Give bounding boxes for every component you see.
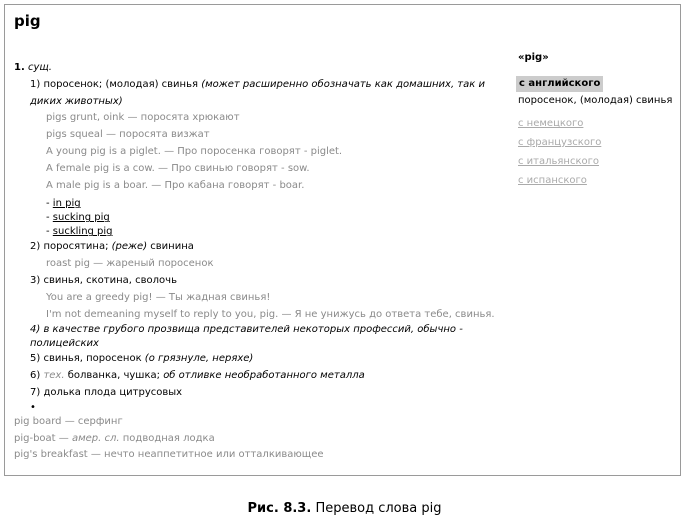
language-panel bbox=[518, 50, 688, 190]
meaning-1 bbox=[14, 77, 492, 111]
figure-caption bbox=[0, 501, 689, 516]
related-link-row: - sucking pig bbox=[46, 212, 110, 224]
meaning-7: 7) долька плода цитрусовых bbox=[30, 386, 183, 398]
example: roast pig — жареный поросенок bbox=[46, 258, 214, 270]
related-link-row: - suckling pig bbox=[46, 226, 113, 238]
meaning-2-label-2: свинина bbox=[150, 241, 194, 253]
related-link-row: - in pig bbox=[46, 198, 81, 210]
word-title: pig bbox=[14, 12, 41, 30]
meaning-1-label: 1) поросенок; (молодая) свинья bbox=[30, 78, 199, 90]
phrase-translation: подводная лодка bbox=[122, 432, 215, 444]
meaning-1-note: (может расширенно обозначать как домашних, так и диких животных) bbox=[30, 78, 485, 107]
language-link[interactable]: с немецкого bbox=[518, 118, 584, 129]
part-of-speech: сущ. bbox=[27, 62, 52, 73]
meaning-2 bbox=[14, 239, 494, 256]
panel-heading: «pig» bbox=[518, 52, 549, 63]
entry-content bbox=[14, 60, 494, 464]
short-translation: поросенок, (молодая) свинья bbox=[518, 95, 673, 106]
related-link[interactable]: suckling pig bbox=[52, 226, 113, 238]
sense-header bbox=[14, 60, 494, 77]
meaning-5-note: (о грязнуле, неряхе) bbox=[144, 353, 254, 365]
phrase bbox=[14, 431, 494, 448]
bullet: • bbox=[30, 401, 36, 413]
dictionary-window bbox=[4, 4, 681, 476]
caption-text: Перевод слова pig bbox=[315, 501, 442, 516]
example: pigs squeal — поросята визжат bbox=[46, 129, 210, 141]
language-link[interactable]: с итальянского bbox=[518, 156, 599, 167]
related-link[interactable]: sucking pig bbox=[52, 212, 110, 224]
phrase-note: амер. сл. bbox=[71, 432, 120, 444]
meaning-5-label: 5) свинья, поросенок bbox=[30, 353, 142, 365]
sense-number: 1. bbox=[14, 62, 25, 73]
example: pigs grunt, oink — поросята хрюкают bbox=[46, 112, 240, 124]
example: A young pig is a piglet. — Про поросенка говорят - piglet. bbox=[46, 145, 343, 157]
meaning-6-domain: тех. bbox=[43, 370, 65, 382]
language-link[interactable]: с французского bbox=[518, 137, 602, 148]
meaning-3: 3) свинья, скотина, сволочь bbox=[30, 274, 177, 286]
phrase: pig's breakfast — нечто неаппетитное или отталкивающее bbox=[14, 449, 324, 461]
phrase-term: pig-boat — bbox=[14, 432, 69, 444]
meaning-6 bbox=[14, 368, 494, 385]
meaning-5 bbox=[14, 351, 494, 368]
language-link[interactable]: с испанского bbox=[518, 175, 587, 186]
meaning-6-note: об отливке необработанного металла bbox=[163, 370, 365, 382]
meaning-2-label: 2) поросятина; bbox=[30, 241, 109, 253]
meaning-2-note: (реже) bbox=[111, 241, 148, 253]
example: I'm not demeaning myself to reply to you, pig. — Я не унижусь до ответа тебе, свинья. bbox=[46, 308, 495, 320]
example: A female pig is a cow. — Про свинью говорят - sow. bbox=[46, 162, 310, 174]
example: A male pig is a boar. — Про кабана говорят - boar. bbox=[46, 179, 305, 191]
related-link[interactable]: in pig bbox=[52, 198, 81, 210]
meaning-6-label: болванка, чушка; bbox=[67, 370, 160, 382]
phrase: pig board — серфинг bbox=[14, 415, 123, 427]
language-tab-selected[interactable]: с английского bbox=[516, 76, 603, 92]
meaning-6-number: 6) bbox=[30, 370, 41, 382]
example: You are a greedy pig! — Ты жадная свинья! bbox=[46, 291, 271, 303]
caption-label: Рис. 8.3. bbox=[247, 501, 312, 516]
meaning-4: 4) в качестве грубого прозвища представителей некоторых профессий, обычно - полицейских bbox=[30, 324, 463, 350]
